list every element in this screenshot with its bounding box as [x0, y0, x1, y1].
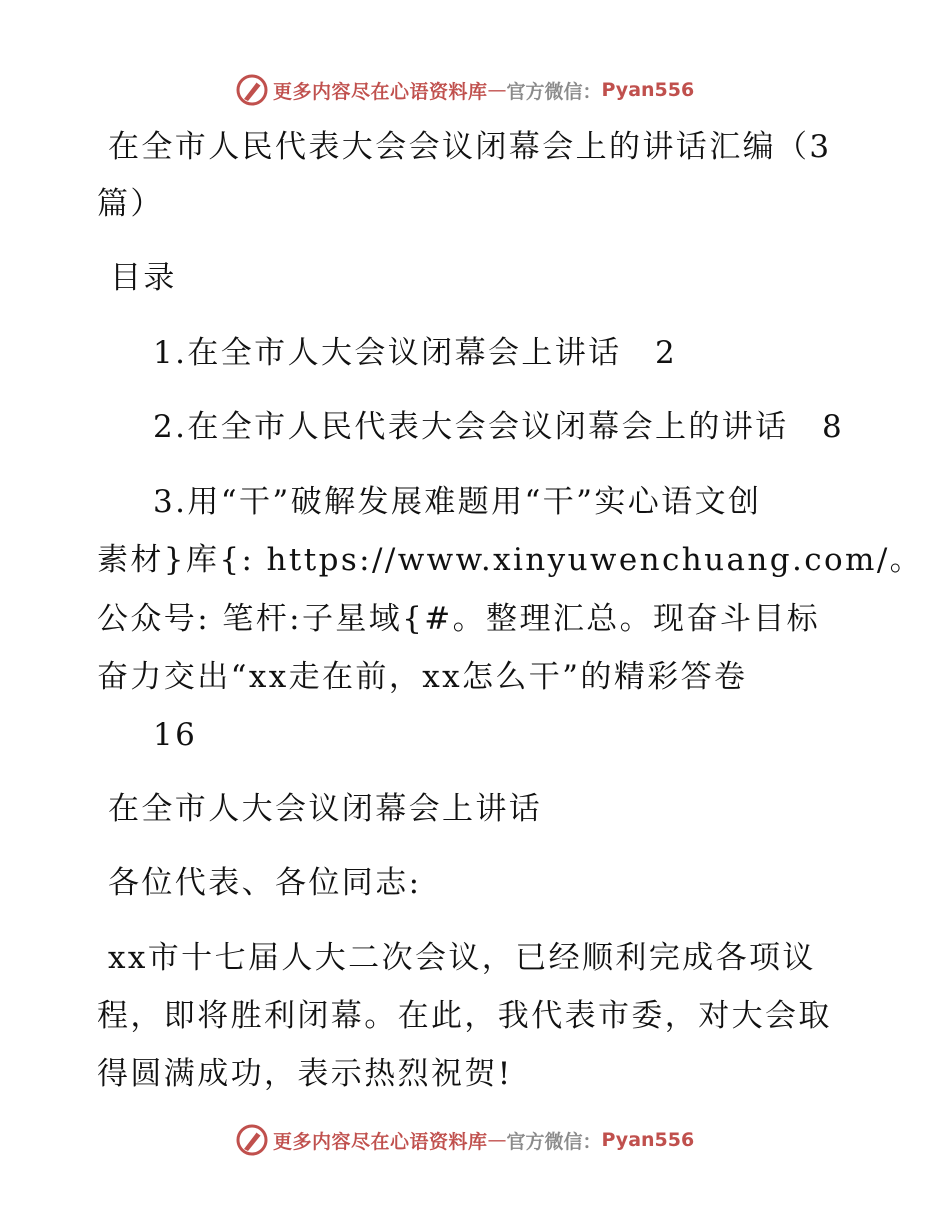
banner-wechat-id: Pyan556 — [601, 79, 695, 101]
banner-wechat-id: Pyan556 — [601, 1129, 695, 1151]
banner-dash: — — [487, 1129, 507, 1151]
banner-main-text: 更多内容尽在心语资料库 — [273, 80, 488, 103]
banner-label: 官方微信： — [506, 80, 602, 103]
pen-logo-icon — [235, 73, 269, 107]
toc-item-3-page: 16 — [153, 717, 198, 753]
paragraph-line-3: 得圆满成功，表示热烈祝贺! — [97, 1056, 513, 1092]
toc-item-2: 2.在全市人民代表大会会议闭幕会上的讲话 8 — [153, 409, 845, 445]
paragraph-line-2: 程，即将胜利闭幕。在此，我代表市委，对大会取 — [97, 998, 832, 1034]
banner-label: 官方微信： — [506, 1130, 602, 1153]
watermark-banner-bottom — [235, 1122, 694, 1158]
paragraph-line-1: xx市十七届人大二次会议，已经顺利完成各项议 — [108, 940, 816, 976]
toc-item-3-line-3: 公众号: 笔杆:子星域{#。整理汇总。现奋斗目标 — [97, 601, 821, 637]
watermark-banner-top — [235, 72, 694, 108]
toc-item-3-line-4: 奋力交出“xx走在前，xx怎么干”的精彩答卷 — [97, 659, 748, 695]
toc-item-1: 1.在全市人大会议闭幕会上讲话 2 — [153, 335, 678, 371]
banner-dash: — — [487, 79, 507, 101]
document-title-line-1: 在全市人民代表大会会议闭幕会上的讲话汇编（3 — [108, 129, 832, 165]
banner-main-text: 更多内容尽在心语资料库 — [273, 1130, 488, 1153]
toc-heading: 目录 — [110, 260, 177, 296]
section-title: 在全市人大会议闭幕会上讲话 — [108, 791, 543, 827]
pen-logo-icon — [235, 1123, 269, 1157]
salutation: 各位代表、各位同志: — [108, 865, 422, 901]
toc-item-3-line-2: 素材}库{: https://www.xinyuwenchuang.com/。 — [97, 542, 924, 578]
toc-item-3-line-1: 3.用“干”破解发展难题用“干”实心语文创 — [153, 484, 762, 520]
document-title-line-2: 篇） — [97, 186, 164, 222]
